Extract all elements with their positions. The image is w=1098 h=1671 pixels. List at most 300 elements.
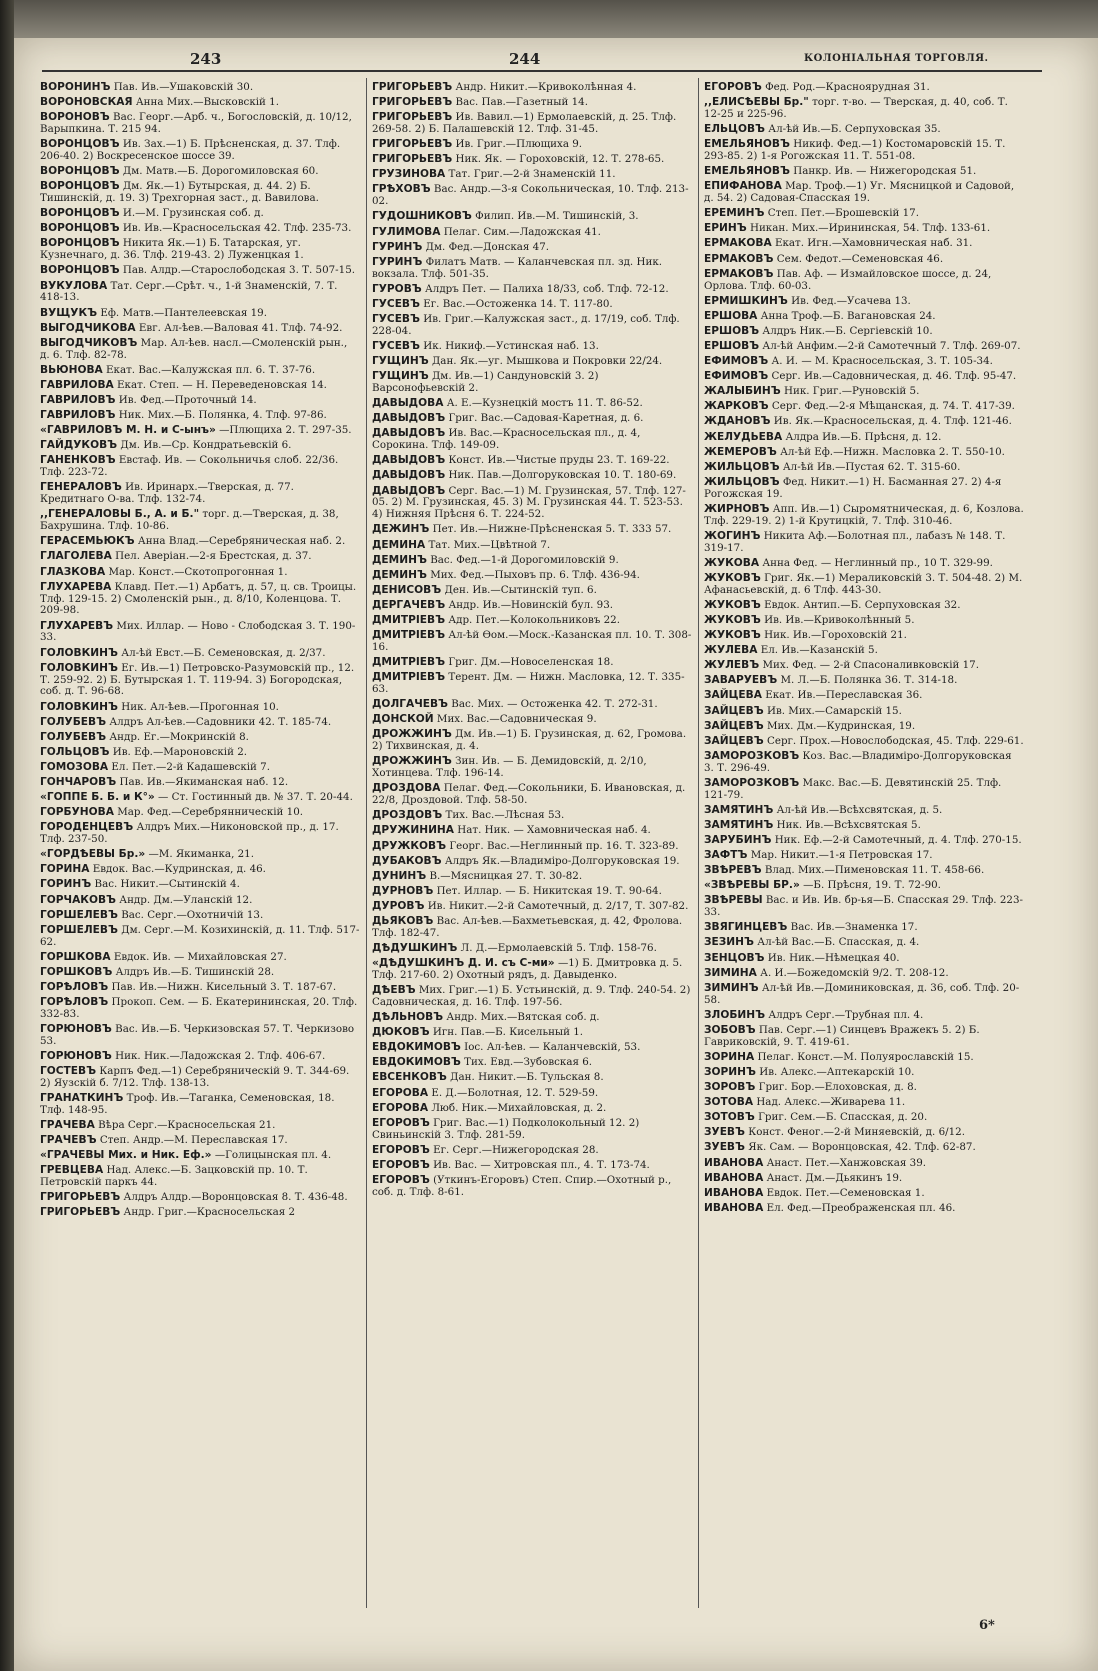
directory-entry (704, 820, 1024, 832)
entry-name: ГЕРАСЕМЬЮКЪ (40, 535, 135, 548)
entry-name: ВОРОНИНЪ (40, 81, 111, 93)
directory-entry (704, 311, 1024, 323)
directory-entry (40, 621, 360, 645)
entry-name: ГАВРИЛОВЪ (40, 409, 116, 422)
entry-details: Панкр. Ив. — Нижегородская 51. (793, 165, 977, 178)
entry-name: ГРУЗИНОВА (372, 168, 446, 181)
entry-details: Прокоп. Сем. — Б. Екатерининская, 20. Тлф. 332-83. (40, 996, 358, 1020)
entry-details: Андр. Ег.—Мокринскій 8. (109, 730, 249, 743)
entry-details: Алдръ Ник.—Б. Сергіевскій 10. (762, 324, 933, 337)
directory-entry (704, 1173, 1024, 1185)
entry-details: (Уткинъ-Егоровъ) Степ. Спир.—Охотный р., соб. д. Тлф. 8-61. (372, 1173, 672, 1198)
entry-details: Ив. Алекс.—Аптекарскій 10. (759, 1065, 915, 1078)
directory-entry (372, 470, 692, 482)
entry-details: Апп. Ив.—1) Сыромятническая, д. 6, Козлова. Тлф. 229-19. 2) 1-й Крутицкій, 7. Тлф. 310-46. (704, 502, 1024, 527)
entry-name: ВОРОНЦОВЪ (40, 222, 120, 235)
entry-name: ЖОГИНЪ (704, 529, 761, 542)
directory-entry (372, 1027, 692, 1039)
directory-entry (40, 1066, 360, 1090)
entry-name: ГОЛОВКИНЪ (40, 661, 118, 674)
entry-name: ВОРОНОВСКАЯ (40, 96, 133, 109)
entry-name: ДЕНИСОВЪ (372, 583, 442, 596)
entry-details: Алдръ Ал-ѣев.—Садовники 42. Т. 185-74. (109, 715, 332, 728)
entry-name: ГАВРИЛОВЪ (40, 393, 116, 406)
directory-entry (40, 1093, 360, 1117)
entry-details: Вас. Георг.—Арб. ч., Богословскій, д. 10/12, Варыпкина. Т. 215 94. (40, 111, 352, 136)
entry-details: Конст. Феног.—2-й Миняевскій, д. 6/12. (748, 1126, 965, 1139)
entry-name: ДРУЖКОВЪ (372, 839, 447, 852)
directory-entry (704, 615, 1024, 627)
directory-entry (40, 139, 360, 163)
entry-name: ГОРИНЪ (40, 878, 92, 891)
entry-name: ЗВЯГИНЦЕВЪ (704, 921, 788, 934)
entry-details: Фед. Род.—Красноярудная 31. (765, 81, 930, 93)
directory-entry (40, 582, 360, 618)
directory-entry (704, 675, 1024, 687)
entry-name: ЕВДОКИМОВЪ (372, 1041, 461, 1054)
running-title: КОЛОНІАЛЬНАЯ ТОРГОВЛЯ. (804, 53, 989, 64)
directory-entry (40, 440, 360, 452)
directory-entry (704, 630, 1024, 642)
entry-name: ГУСЕВЪ (372, 297, 420, 310)
entry-details: Мих. Вас.—Садовническая 9. (436, 713, 597, 726)
entry-details: А. И. — М. Красносельская, 3. Т. 105-34. (771, 355, 993, 368)
entry-details: Андр. Никит.—Кривоколѣнная 4. (455, 81, 637, 93)
entry-name: ГОРЧАКОВЪ (40, 893, 116, 906)
directory-entry (372, 139, 692, 151)
directory-entry (704, 356, 1024, 368)
entry-name: ДѢЕВЪ (372, 984, 416, 997)
directory-entry (372, 672, 692, 696)
entry-name: ДРОЖЖИНЪ (372, 755, 452, 768)
directory-entry (372, 1118, 692, 1142)
directory-entry (704, 865, 1024, 877)
entry-name: ГРѢХОВЪ (372, 183, 431, 196)
directory-entry (40, 1120, 360, 1132)
directory-entry (372, 871, 692, 883)
directory-entry (40, 410, 360, 422)
directory-entry (372, 958, 692, 982)
entry-details: Филатъ Матв. — Каланчевская пл. зд. Ник. вокзала. Тлф. 501-35. (372, 255, 663, 280)
entry-details: Сем. Федот.—Семеновская 46. (776, 252, 944, 265)
entry-details: Терент. Дм. — Нижн. Масловка, 12. Т. 335-63. (372, 671, 685, 696)
directory-entry (40, 567, 360, 579)
entry-details: Серг. Ив.—Садовническая, д. 46. Тлф. 95-47. (771, 370, 1017, 383)
directory-entry (372, 540, 692, 552)
directory-entry (40, 792, 360, 804)
directory-entry (372, 1042, 692, 1054)
directory-entry (704, 1188, 1024, 1200)
directory-entry (40, 1165, 360, 1189)
directory-entry (40, 365, 360, 377)
directory-entry (372, 314, 692, 338)
entry-details: Дм. Серг.—М. Козихинскій, д. 11. Тлф. 517-62. (40, 923, 360, 948)
directory-entry (40, 910, 360, 922)
entry-name: ДРОЗДОВЪ (372, 809, 443, 822)
entry-details: Евг. Ал-ѣев.—Валовая 41. Тлф. 74-92. (138, 321, 343, 334)
directory-entry (372, 1057, 692, 1069)
entry-name: ЖУЛЕВА (704, 644, 758, 657)
directory-entry (40, 536, 360, 548)
directory-entry (704, 462, 1024, 474)
entry-name: ЕРМАКОВЪ (704, 252, 774, 265)
directory-entry (40, 323, 360, 335)
entry-details: Екат. Степ. — Н. Переведеновская 14. (117, 378, 327, 391)
entry-details: Адр. Пет.—Колокольниковъ 22. (448, 613, 620, 626)
entry-name: ЗАМЯТИНЪ (704, 803, 774, 816)
directory-entry (372, 615, 692, 627)
directory-entry (40, 281, 360, 305)
directory-entry (704, 805, 1024, 817)
entry-details: Ив. Зах.—1) Б. Прѣсненская, д. 37. Тлф. 206-40. 2) Воскресенское шоссе 39. (40, 138, 341, 163)
entry-name: ВЫГОДЧИКОВЪ (40, 336, 138, 349)
entry-name: ДЕЖИНЪ (372, 523, 430, 536)
entry-name: ЕРИНЪ (704, 222, 747, 235)
entry-details: Мар. Никит.—1-я Петровская 17. (750, 849, 933, 862)
entry-name: ГРАЧЕВЪ (40, 1134, 97, 1147)
directory-entry (704, 97, 1024, 121)
entry-name: ДОНСКОЙ (372, 713, 434, 726)
entry-name: ГОЛУБЕВЪ (40, 715, 107, 728)
entry-name: ГОНЧАРОВЪ (40, 775, 117, 788)
entry-details: Никита Аф.—Болотная пл., лабазъ № 148. Т. 319-17. (704, 529, 1006, 554)
entry-details: Карпъ Фед.—1) Серебряническій 9. Т. 344-69. 2) Яузскій б. 7/12. Тлф. 138-13. (40, 1065, 350, 1089)
entry-details: Ден. Ив.—Сытинскій туп. 6. (444, 583, 597, 596)
entry-details: Ик. Никиф.—Устинская наб. 13. (423, 339, 599, 352)
directory-entry (372, 524, 692, 536)
directory-entry (704, 1052, 1024, 1064)
entry-details: Тат. Мих.—Цвѣтной 7. (428, 538, 551, 551)
directory-entry (372, 356, 692, 368)
entry-details: —Плющиха 2. Т. 297-35. (219, 424, 352, 437)
entry-name: ЖИРНОВЪ (704, 502, 770, 515)
directory-entry (704, 937, 1024, 949)
entry-details: Над. Алекс.—Б. Зацковскій пр. 10. Т. Петровскій паркъ 44. (40, 1164, 308, 1189)
entry-details: Е. Д.—Болотная, 12. Т. 529-59. (431, 1086, 599, 1099)
entry-name: ЗАМЯТИНЪ (704, 818, 774, 831)
entry-name: «ГРАЧЕВЫ Мих. и Ник. Еф.» (40, 1149, 212, 1162)
entry-name: ВОРОНЦОВЪ (40, 165, 120, 178)
entry-details: Ел. Ив.—Казанскій 5. (760, 644, 878, 657)
entry-name: ДМИТРІЕВЪ (372, 671, 446, 684)
entry-details: Андр. Григ.—Красносельская 2 (123, 1206, 296, 1219)
entry-name: ЖАЛЫБИНЪ (704, 385, 781, 398)
entry-name: ЖУЛЕВЪ (704, 659, 760, 672)
directory-entry (372, 1072, 692, 1084)
entry-details: Вас. Ив.—Б. Черкизовская 57. Т. Черкизово 53. (40, 1023, 355, 1047)
directory-entry (704, 401, 1024, 413)
entry-name: ГАВРИЛОВА (40, 378, 114, 391)
entry-details: Пел. Аверіан.—2-я Брестская, д. 37. (115, 550, 312, 563)
directory-entry (372, 1175, 692, 1199)
directory-entry (704, 953, 1024, 965)
entry-details: Вѣра Серг.—Красносельская 21. (98, 1119, 276, 1132)
book-spine (0, 0, 14, 1671)
directory-entry (704, 1203, 1024, 1215)
entry-name: ГРИГОРЬЕВЪ (40, 1191, 121, 1204)
directory-entry (704, 1097, 1024, 1109)
directory-entry (704, 1025, 1024, 1049)
entry-name: ДАВЫДОВЪ (372, 427, 446, 440)
directory-entry (704, 983, 1024, 1007)
entry-details: Ив. Вас.—Красносельская пл., д. 4, Сорокина. Тлф. 149-09. (372, 427, 641, 452)
entry-name: ЗИМИНА (704, 966, 757, 979)
entry-details: Дм. Матв.—Б. Дорогомиловская 60. (122, 165, 319, 178)
entry-details: Вас. и Ив. Ив. бр-ья—Б. Спасская 29. Тлф. 223-33. (704, 894, 1023, 919)
entry-details: И.—М. Грузинская соб. д. (122, 207, 264, 220)
entry-name: ГОРШКОВА (40, 950, 111, 963)
entry-name: ЗАМОРОЗКОВЪ (704, 749, 800, 762)
entry-details: Тат. Серг.—Срѣт. ч., 1-й Знаменскій, 7. Т. 418-13. (40, 279, 338, 304)
entry-name: ДѢЛЬНОВЪ (372, 1011, 444, 1024)
entry-name: ЗИМИНЪ (704, 981, 759, 994)
entry-name: ВОРОНЦОВЪ (40, 180, 120, 193)
entry-name: ВОРОНЦОВЪ (40, 264, 120, 277)
directory-entry (372, 184, 692, 208)
directory-entry (704, 416, 1024, 428)
directory-entry (40, 395, 360, 407)
directory-entry (372, 413, 692, 425)
entry-name: ЖЕЛУДЬЕВА (704, 430, 783, 443)
entry-name: ГОРБУНОВА (40, 806, 114, 819)
entry-name: ГОСТЕВЪ (40, 1065, 97, 1078)
entry-details: Степ. Андр.—М. Переславская 17. (99, 1134, 288, 1147)
entry-name: ЖУКОВЪ (704, 571, 761, 584)
entry-name: ДЬЯКОВЪ (372, 915, 434, 927)
entry-name: ИВАНОВА (704, 1171, 764, 1184)
directory-entry (372, 886, 692, 898)
entry-name: ВОРОНЦОВЪ (40, 207, 120, 220)
entry-name: ДМИТРІЕВЪ (372, 656, 446, 669)
entry-details: Мих. Фед. — 2-й Спасоналивковскій 17. (762, 659, 979, 672)
entry-name: ГЛАЗКОВА (40, 565, 106, 578)
directory-entry (372, 398, 692, 410)
directory-entry (372, 341, 692, 353)
entry-details: Ал-ѣй Анфим.—2-й Самотечный 7. Тлф. 269-07. (762, 339, 1021, 352)
entry-details: Андр. Ив.—Новинскій бул. 93. (448, 598, 614, 611)
entry-details: Андр. Дм.—Уланскій 12. (119, 893, 253, 906)
directory-entry (704, 1127, 1024, 1139)
directory-entry (372, 1088, 692, 1100)
column-divider (366, 78, 367, 1608)
entry-name: ГОЛОВКИНЪ (40, 700, 118, 713)
entry-details: Дан. Як.—уг. Мышкова и Покровки 22/24. (431, 355, 663, 368)
directory-entry (704, 1142, 1024, 1154)
entry-details: Макс. Вас.—Б. Девятинскій 25. Тлф. 121-79. (704, 776, 1002, 801)
entry-details: Еф. Матв.—Пантелеевская 19. (100, 306, 268, 319)
entry-details: Фед. Никит.—1) Н. Басманная 27. 2) 4-я Рогожская 19. (704, 475, 1002, 500)
directory-entry (372, 371, 692, 395)
directory-entry (40, 112, 360, 136)
entry-name: ЕФИМОВЪ (704, 370, 769, 383)
entry-details: Ник. Ив.—Гороховскій 21. (764, 629, 907, 642)
directory-entry (40, 864, 360, 876)
entry-name: ГОЛЬЦОВЪ (40, 745, 110, 758)
directory-entry (704, 922, 1024, 934)
entry-name: ДУБАКОВЪ (372, 854, 442, 867)
entry-name: ГРИГОРЬЕВЪ (372, 96, 453, 109)
entry-details: Дм. Ив.—1) Б. Грузинская, д. 62, Громова. 2) Тихвинская, д. 4. (372, 728, 687, 753)
entry-name: ЕГОРОВА (372, 1086, 429, 1099)
directory-entry (40, 425, 360, 437)
entry-name: ЖУКОВЪ (704, 598, 761, 611)
directory-entry (704, 166, 1024, 178)
directory-entry (704, 690, 1024, 702)
entry-details: Ник. Ник.—Ладожская 2. Тлф. 406-67. (115, 1050, 326, 1062)
entry-details: Степ. Пет.—Брошевскій 17. (767, 207, 919, 220)
entry-details: Ег. Серг.—Нижегородская 28. (433, 1143, 599, 1156)
directory-entry (704, 736, 1024, 748)
entry-details: А. И.—Божедомскій 9/2. Т. 208-12. (760, 966, 949, 979)
entry-name: ЗОРОВЪ (704, 1081, 756, 1094)
entry-details: Григ. Сем.—Б. Спасская, д. 20. (758, 1111, 928, 1124)
directory-entry (704, 706, 1024, 718)
directory-entry (40, 1051, 360, 1063)
entry-details: Ив. Ив.—Кривоколѣнный 5. (764, 613, 915, 626)
entry-details: Пелаг. Конст.—М. Полуярославскій 15. (757, 1050, 974, 1063)
entry-details: Пав. Алдр.—Старослободская 3. Т. 507-15. (122, 264, 356, 277)
entry-name: ГУСЕВЪ (372, 339, 420, 352)
entry-details: Вас. Андр.—3-я Сокольническая, 10. Тлф. 213-02. (372, 183, 689, 208)
entry-name: ЕРЕМИНЪ (704, 207, 765, 220)
entry-details: —Голицынская пл. 4. (214, 1149, 332, 1162)
entry-name: ЕПИФАНОВА (704, 180, 782, 193)
entry-name: ЕРШОВЪ (704, 324, 760, 337)
entry-details: Вас. Пав.—Газетный 14. (455, 96, 588, 109)
entry-details: Алдръ Ив.—Б. Тишинскій 28. (115, 965, 275, 978)
entry-details: Никита Як.—1) Б. Татарская, уг. Кузнечнаго, д. 36. Тлф. 219-43. 2) Луженцкая 1. (40, 237, 304, 262)
entry-name: ГОРѢЛОВЪ (40, 980, 109, 993)
directory-entry (704, 223, 1024, 235)
entry-name: ГУЩИНЪ (372, 370, 429, 383)
entry-name: ГОЛУБЕВЪ (40, 730, 107, 743)
directory-entry (372, 82, 692, 94)
entry-name: ЕФИМОВЪ (704, 355, 769, 368)
entry-name: ДѢДУШКИНЪ (372, 942, 458, 954)
entry-details: Ал-ѣй Ив.—Доминиковская, д. 36, соб. Тлф. 20-58. (704, 981, 1020, 1006)
entry-details: Троф. Ив.—Таганка, Семеновская, 18. Тлф. 148-95. (40, 1092, 335, 1116)
directory-entry (704, 238, 1024, 250)
directory-entry (704, 558, 1024, 570)
entry-details: Нат. Ник. — Хамовническая наб. 4. (457, 824, 651, 837)
entry-details: Ив. Григ.—Плющиха 9. (455, 138, 583, 151)
entry-name: ГУСЕВЪ (372, 312, 420, 325)
directory-entry (40, 879, 360, 891)
directory-entry (704, 447, 1024, 459)
entry-details: Анна Влад.—Серебряническая наб. 2. (137, 535, 346, 548)
entry-details: А. Е.—Кузнецкій мостъ 11. Т. 86-52. (446, 397, 643, 410)
directory-entry (372, 299, 692, 311)
entry-details: Пав. Ив.—Ушаковскій 30. (113, 81, 254, 93)
entry-name: ГЛУХАРЕВЪ (40, 619, 114, 632)
entry-details: Анна Фед. — Неглинный пр., 10 Т. 329-99. (762, 556, 993, 569)
entry-details: Ив. Еф.—Мароновскій 2. (112, 745, 248, 758)
directory-entry (40, 925, 360, 949)
entry-details: Мих. Дм.—Кудринская, 19. (766, 719, 916, 732)
entry-details: Ал-ѣй Ив.—Всѣхсвятская, д. 5. (776, 803, 943, 816)
directory-entry (372, 112, 692, 136)
directory-entry (704, 181, 1024, 205)
directory-entry (704, 326, 1024, 338)
directory-entry (372, 169, 692, 181)
entry-name: ДРОЗДОВА (372, 782, 441, 795)
directory-entry (372, 810, 692, 822)
entry-name: ЖУКОВЪ (704, 629, 761, 642)
entry-name: ГОРЮНОВЪ (40, 1023, 112, 1035)
entry-name: ЖИЛЬЦОВЪ (704, 460, 780, 473)
entry-details: Ив. Як.—Красносельская, д. 4. Тлф. 121-46. (773, 415, 1012, 428)
entry-name: ЗАЙЦЕВА (704, 689, 762, 702)
column-1 (40, 82, 360, 1223)
entry-details: Мих. Иллар. — Ново - Слободская 3. Т. 190-33. (40, 619, 356, 644)
entry-details: Ив. Ник.—Нѣмецкая 40. (767, 951, 900, 964)
entry-details: М. Л.—Б. Полянка 36. Т. 314-18. (780, 674, 958, 687)
entry-name: ВОРОНЦОВЪ (40, 237, 120, 250)
entry-name: ГУЛИМОВА (372, 225, 441, 238)
entry-details: Ив. Фед.—Усачева 13. (791, 294, 911, 307)
entry-details: Григ. Дм.—Новоселенская 18. (448, 656, 614, 669)
entry-details: Евдок. Вас.—Кудринская, д. 46. (92, 863, 266, 876)
directory-entry (704, 296, 1024, 308)
directory-entry (40, 181, 360, 205)
entry-details: Екат. Вас.—Калужская пл. 6. Т. 37-76. (106, 363, 316, 376)
entry-name: ЗАМОРОЗКОВЪ (704, 776, 800, 789)
entry-details: Ег. Вас.—Остоженка 14. Т. 117-80. (423, 297, 613, 310)
entry-details: Ив. Никит.—2-й Самотечный, д. 2/17, Т. 307-82. (427, 899, 689, 912)
entry-name: ЕРМИШКИНЪ (704, 294, 788, 307)
directory-entry (40, 822, 360, 846)
directory-entry (372, 1012, 692, 1024)
directory-entry (704, 1112, 1024, 1124)
directory-entry (704, 269, 1024, 293)
directory-entry (704, 208, 1024, 220)
entry-details: Григ. Вас.—Садовая-Каретная, д. 6. (448, 412, 644, 425)
entry-name: ЕЛЬЦОВЪ (704, 123, 765, 136)
entry-details: Ал-ѣй Ив.—Пустая 62. Т. 315-60. (782, 460, 961, 473)
entry-details: Л. Д.—Ермолаевскій 5. Тлф. 158-76. (460, 942, 657, 954)
entry-details: Дм. Ив.—1) Сандуновскій 3. 2) Варсонофьевскій 2. (372, 370, 599, 395)
directory-entry (704, 254, 1024, 266)
directory-entry (372, 856, 692, 868)
entry-details: Григ. Вас.—1) Подколокольный 12. 2) Свиньинскій 3. Тлф. 281-59. (372, 1116, 640, 1141)
entry-name: ГУЩИНЪ (372, 355, 429, 368)
directory-entry (372, 154, 692, 166)
entry-name: ДАВЫДОВЪ (372, 454, 446, 467)
entry-name: ЖУКОВЪ (704, 613, 761, 626)
directory-entry (704, 1082, 1024, 1094)
entry-name: ВОРОНЦОВЪ (40, 138, 120, 151)
directory-entry (704, 721, 1024, 733)
entry-name: ДЮКОВЪ (372, 1026, 430, 1039)
entry-details: Вас. Ив.—Знаменка 17. (790, 921, 918, 934)
entry-details: Серг. Фед.—2-я Мѣщанская, д. 74. Т. 417-39. (771, 400, 1015, 413)
entry-name: ЕМЕЛЬЯНОВЪ (704, 138, 790, 151)
entry-details: Евдок. Антип.—Б. Серпуховская 32. (764, 598, 961, 611)
entry-name: ЕВДОКИМОВЪ (372, 1056, 461, 1069)
directory-entry (40, 967, 360, 979)
entry-details: Дм. Як.—1) Бутырская, д. 44. 2) Б. Тишинскій, д. 19. 3) Трехгорная заст., д. Вавилова. (40, 180, 319, 205)
directory-entry (372, 729, 692, 753)
entry-name: ЗОБОВЪ (704, 1023, 756, 1036)
entry-name: ГАНЕНКОВЪ (40, 454, 116, 467)
directory-entry (704, 432, 1024, 444)
directory-entry (372, 585, 692, 597)
entry-details: Евдок. Ив. — Михайловская 27. (113, 950, 287, 963)
directory-entry (704, 1158, 1024, 1170)
directory-entry (372, 756, 692, 780)
entry-details: Евдок. Пет.—Семеновская 1. (766, 1186, 925, 1199)
entry-details: — Ст. Гостинный дв. № 37. Т. 20-44. (158, 791, 353, 804)
